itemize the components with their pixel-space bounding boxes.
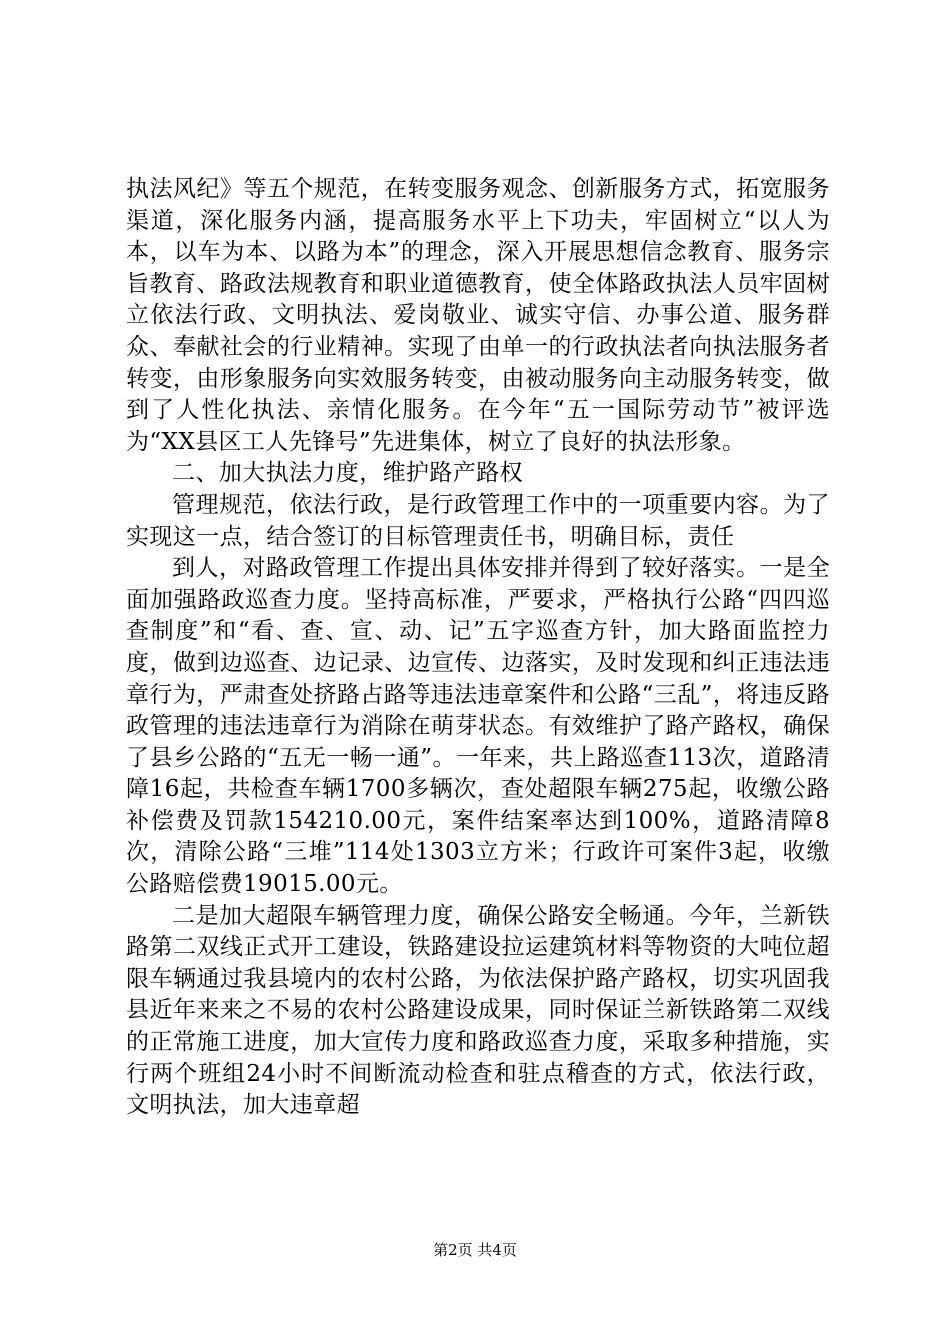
paragraph-management-norms: 管理规范，依法行政，是行政管理工作中的一项重要内容。为了实现这一点，结合签订的目标管理责任书，明确目标，责任: [126, 491, 830, 550]
page-number-footer: 第2页 共4页: [433, 1241, 517, 1259]
paragraph-patrol-inspection: 到人，对路政管理工作提出具体安排并得到了较好落实。一是全面加强路政巡查力度。坚持高标准，严要求，严格执行公路“四四巡查制度”和“看、查、宣、动、记”五字巡查方针，加大路面监控力度，做到边巡查、边记录、边宣传、边落实，及时发现和纠正违法违章行为，严肃查处挤路占路等违法违章案件和公路“三乱”，将违反路政管理的违法违章行为消除在萌芽状态。有效维护了路产路权，确保了县乡公路的“五无一畅一通”。一年来，共上路巡查113次，道路清障16起，共检查车辆1700多辆次，查处超限车辆275起，收缴公路补偿费及罚款154210.00元，案件结案率达到100%，道路清障8次，清除公路“三堆”114处1303立方米；行政许可案件3起，收缴公路赔偿费19015.00元。: [126, 555, 830, 898]
section-heading-enforcement: 二、加大执法力度，维护路产路权: [172, 460, 523, 487]
document-body: [126, 174, 830, 1122]
paragraph-overload-control: 二是加大超限车辆管理力度，确保公路安全畅通。今年，兰新铁路第二双线正式开工建设，铁路建设拉运建筑材料等物资的大吨位超限车辆通过我县境内的农村公路，为依法保护路产路权，切实巩固我县近年来来之不易的农村公路建设成果，同时保证兰新铁路第二双线的正常施工进度，加大宣传力度和路政巡查力度，采取多种措施，实行两个班组24小时不间断流动检查和驻点稽查的方式，依法行政，文明执法，加大违章超: [126, 902, 830, 1119]
paragraph-service-norms: 执法风纪》等五个规范，在转变服务观念、创新服务方式，拓宽服务渠道，深化服务内涵，提高服务水平上下功夫，牢固树立“以人为本，以车为本、以路为本”的理念，深入开展思想信念教育、服务宗旨教育、路政法规教育和职业道德教育，使全体路政执法人员牢固树立依法行政、文明执法、爱岗敬业、诚实守信、办事公道、服务群众、奉献社会的行业精神。实现了由单一的行政执法者向执法服务者转变，由形象服务向实效服务转变，由被动服务向主动服务转变，做到了人性化执法、亲情化服务。在今年“五一国际劳动节”被评选为“XX县区工人先锋号”先进集体，树立了良好的执法形象。: [126, 176, 830, 455]
